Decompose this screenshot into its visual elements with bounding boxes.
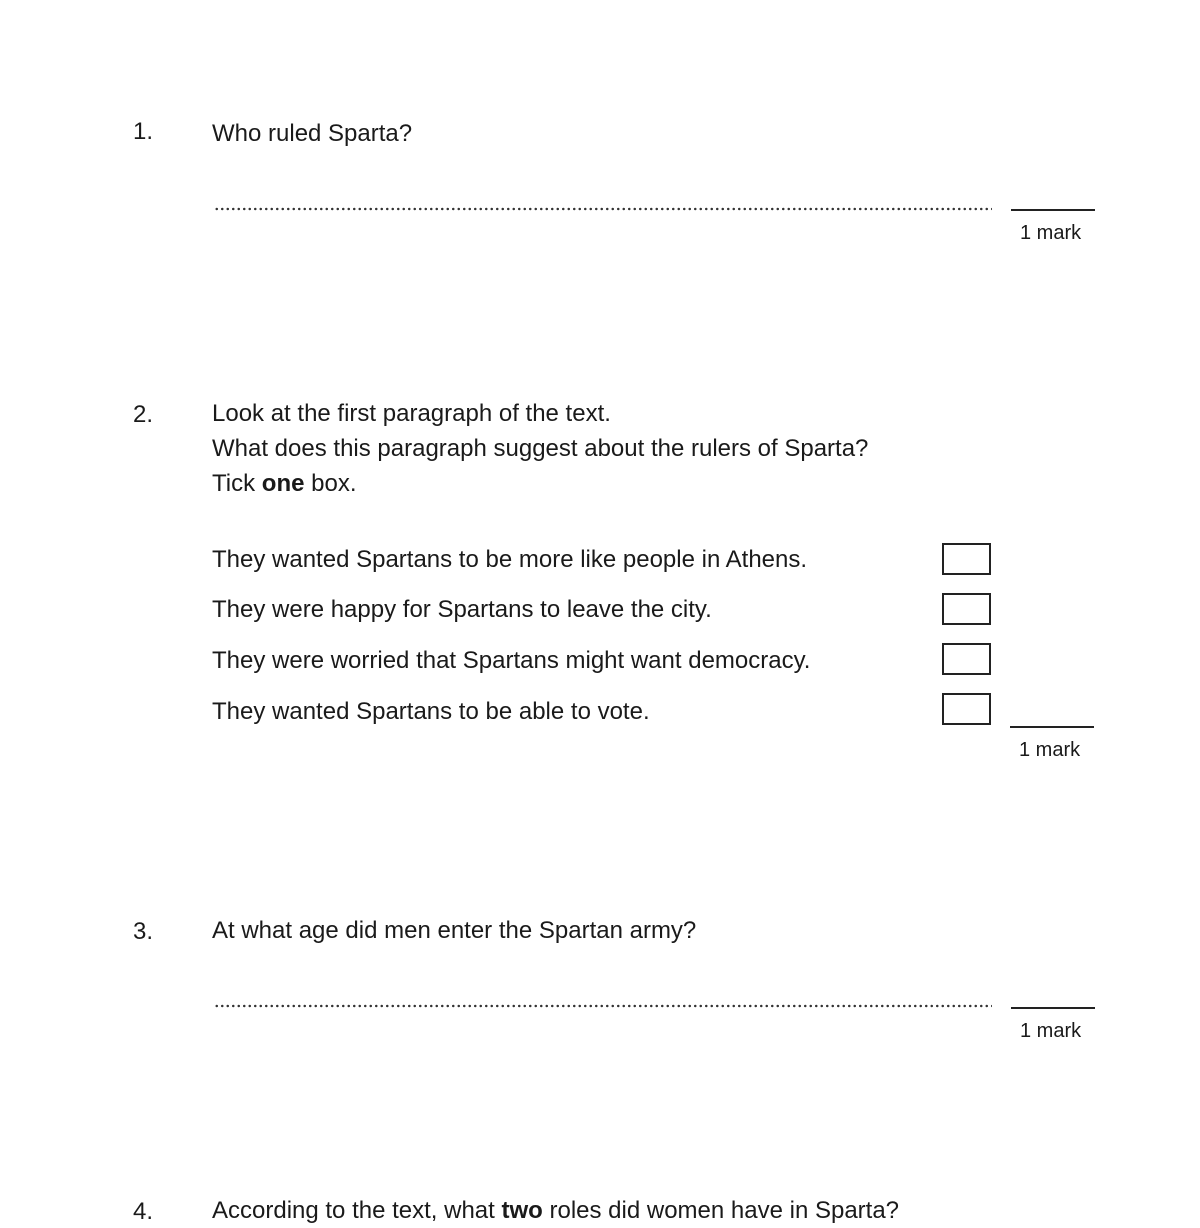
option-label: They wanted Spartans to be more like people in Athens. (212, 546, 808, 573)
question-number: 1. (133, 118, 154, 145)
mark-label: 1 mark (1020, 222, 1082, 244)
question-text-post: roles did women have in Sparta? (542, 1197, 900, 1224)
question-text-emphasis: two (501, 1197, 543, 1224)
option-label: They were happy for Spartans to leave the city. (212, 596, 712, 623)
answer-line[interactable] (214, 207, 992, 211)
question-text: At what age did men enter the Spartan army? (212, 917, 697, 944)
mark-label: 1 mark (1020, 1020, 1082, 1042)
mark-line (1011, 209, 1095, 211)
answer-line[interactable] (214, 1004, 992, 1008)
mark-line (1010, 726, 1094, 728)
option-label: They wanted Spartans to be able to vote. (212, 698, 650, 725)
question-instruction (212, 466, 356, 501)
question-text: Who ruled Sparta? (212, 120, 413, 147)
question-text-pre: According to the text, what (212, 1197, 502, 1224)
question-text-line-2: What does this paragraph suggest about the rulers of Sparta? (212, 435, 869, 462)
mark-line (1011, 1007, 1095, 1009)
question-text-line-1: Look at the first paragraph of the text. (212, 400, 611, 427)
option-label: They were worried that Spartans might want democracy. (212, 647, 811, 674)
tick-box-option-4[interactable] (942, 693, 991, 725)
mark-label: 1 mark (1019, 739, 1081, 761)
tick-box-option-1[interactable] (942, 543, 991, 575)
instruction-post: box. (304, 470, 357, 497)
question-text (212, 1193, 899, 1228)
question-number: 3. (133, 918, 154, 945)
question-number: 4. (133, 1198, 154, 1225)
instruction-emphasis: one (261, 470, 305, 497)
tick-box-option-2[interactable] (942, 593, 991, 625)
instruction-pre: Tick (212, 470, 262, 497)
question-number: 2. (133, 401, 154, 428)
tick-box-option-3[interactable] (942, 643, 991, 675)
